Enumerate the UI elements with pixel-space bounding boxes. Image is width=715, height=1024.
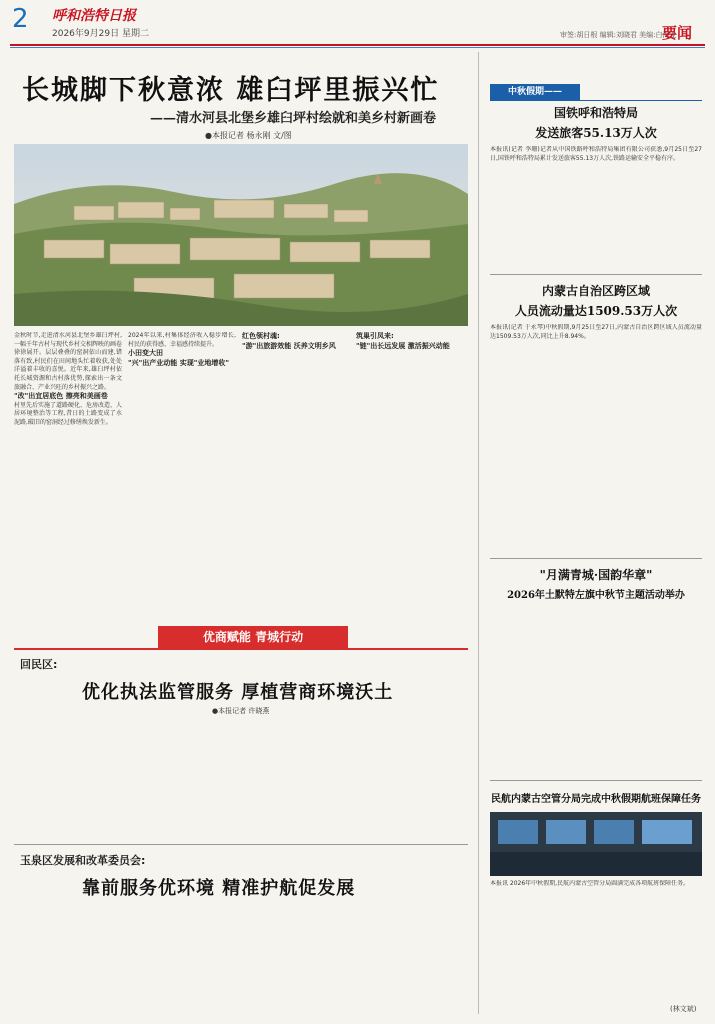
right-story4-body: 本报讯 2026年中秋假期,民航内蒙古空管分局圆满完成各项航班保障任务。	[490, 880, 690, 887]
date-line: 2026年9月29日 星期二	[52, 29, 149, 39]
lead-subheading-1: "改"出宜居底色 擦亮和美画卷	[14, 392, 108, 401]
right-story2-headline-2: 人员流动量达1509.53万人次	[514, 304, 678, 318]
right-story3-headline-1: "月满青城·国韵华章"	[539, 568, 653, 582]
section-banner: 优商赋能 青城行动	[158, 626, 348, 648]
story2-headline: 优化执法监管服务 厚植营商环境沃土	[82, 682, 394, 703]
right-story2-headline-1: 内蒙古自治区跨区域	[541, 284, 650, 298]
section-banner-rule	[14, 648, 468, 650]
lead-subheading-5: "游"出旅游效能 沃养文明乡风	[242, 341, 336, 350]
lead-headline: 长城脚下秋意浓 雄臼坪里振兴忙	[22, 75, 440, 106]
lead-byline: ●本报记者 杨永刚 文/图	[205, 131, 292, 140]
right-divider-3	[490, 780, 702, 781]
page-number: 2	[12, 4, 29, 34]
right-story1-headline-1: 国铁呼和浩特局	[553, 106, 638, 120]
masthead-rule	[10, 44, 705, 46]
lead-subheading-4: 红色领村魂:	[242, 332, 280, 340]
story2-column: 回民区:	[20, 658, 58, 671]
right-story3-headline-2: 2026年土默特左旗中秋节主题活动举办	[507, 590, 685, 601]
story2-body	[14, 720, 468, 840]
column-divider	[478, 52, 479, 1014]
story3-headline: 靠前服务优环境 精准护航促发展	[82, 878, 356, 899]
story3-column: 玉泉区发展和改革委员会:	[20, 854, 146, 867]
lead-subheading-3: "兴"出产业动能 实现"业地增收"	[128, 358, 230, 367]
lead-column-2: 2024年以来,村集体经济收入稳步增长,村民的获得感、幸福感持续提升。 小田变大田 "兴"出产业动能 实现"业地增收"	[128, 332, 236, 367]
masthead	[0, 0, 715, 44]
story3-body	[14, 904, 468, 1014]
right-story2-body: 本报讯(记者 于永琴)中秋假期,9月25日至27日,内蒙古自治区跨区域人员流动量达1509.53万人次,同比上升8.94%。	[490, 324, 702, 340]
right-divider-1	[490, 274, 702, 275]
lead-column-1: 金秋时节,走进清水河县北堡乡雄臼坪村,一幅千年古村与现代乡村交相辉映的画卷徐徐展开。层层叠叠的窑洞依山而建,错落有致,村民们在田间地头忙着收获,处处洋溢着丰收的喜悦。近年来,雄臼坪村依托长城资源和古村落优势,探索出一条文旅融合、产业兴旺的乡村振兴之路。 "改"出宜居底色 擦亮和美画卷 村里先后实施了道路硬化、危房改造、人居环境整治等工程,昔日的土路变成了水泥路,破旧的窑洞经过修缮焕发新生。	[14, 332, 122, 426]
lead-photo	[14, 144, 468, 326]
village-photo-illustration	[14, 144, 468, 326]
story2-byline: ●本报记者 许晓燕	[212, 707, 270, 715]
lead-subheading-6: 筑巢引凤来:	[356, 332, 394, 340]
lead-column-4	[356, 332, 468, 620]
right-story4-headline: 民航内蒙古空管分局完成中秋假期航班保障任务	[491, 794, 701, 805]
lead-subhead: ——清水河县北堡乡雄臼坪村绘就和美乡村新画卷	[150, 111, 437, 126]
right-story4-photo	[490, 812, 702, 876]
right-divider-2	[490, 558, 702, 559]
masthead-rule-thin	[10, 47, 705, 48]
story-divider	[14, 844, 468, 845]
lead-column-3	[242, 332, 350, 620]
lead-subheading-2: 小田变大田	[128, 349, 163, 358]
right-story1-headline-2: 发送旅客55.13万人次	[535, 126, 657, 140]
right-tab-rule	[490, 100, 702, 101]
right-story1-body: 本报讯(记者 李珊)记者从中国铁路呼和浩特局集团有限公司获悉,9月25日至27日,国铁呼和浩特局累计发送旅客55.13万人次,铁路运输安全平稳有序。	[490, 146, 702, 162]
right-tab: 中秋假期——	[490, 84, 580, 100]
staff-line: 审签:胡日根 编辑:刘晓君 美编:白海龙	[560, 31, 677, 39]
right-story4-credit: (林文斌)	[670, 1005, 697, 1013]
right-story3-body	[490, 606, 702, 776]
control-room-photo-illustration	[490, 812, 702, 876]
paper-name: 呼和浩特日报	[52, 8, 136, 24]
section-label: 要闻	[662, 24, 693, 42]
lead-subheading-7: "链"出长远发展 激活振兴动能	[356, 341, 450, 350]
